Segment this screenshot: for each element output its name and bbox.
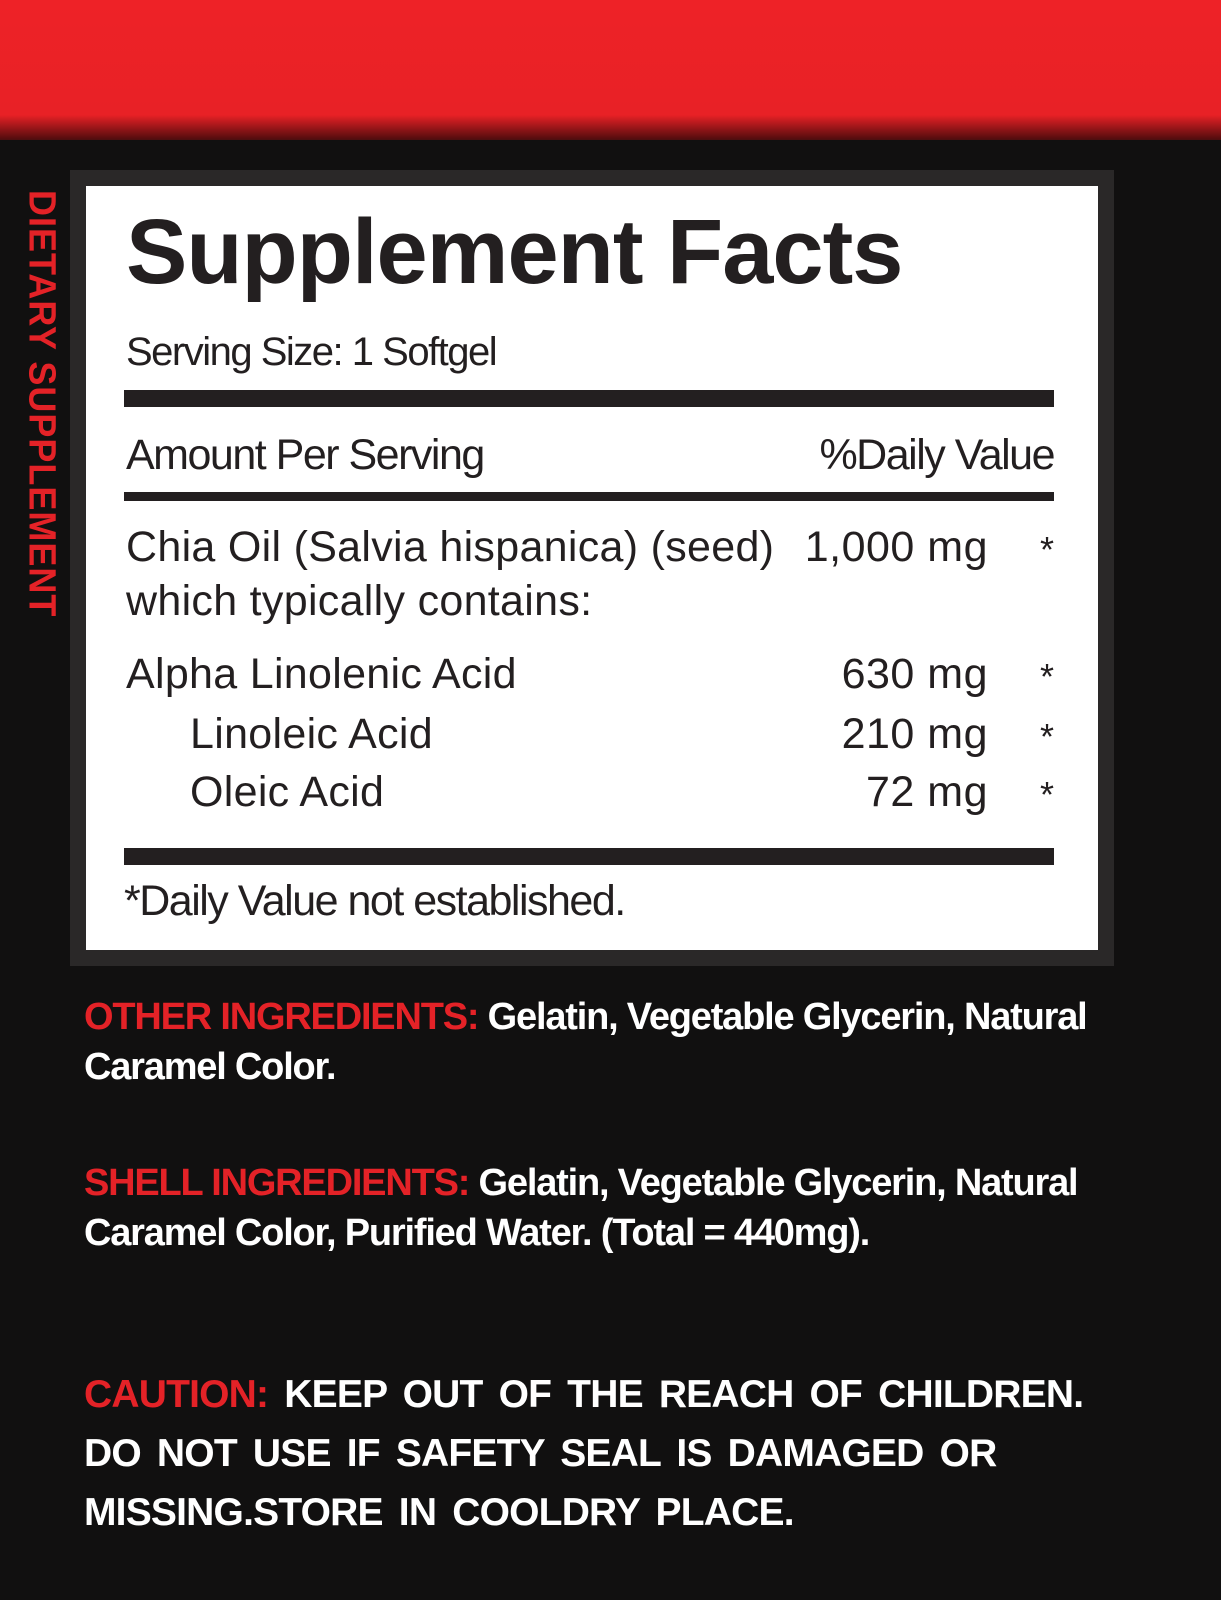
thick-divider (124, 390, 1054, 407)
daily-value-footnote: *Daily Value not established. (124, 877, 625, 925)
side-label-text: DIETARY SUPPLEMENT (21, 190, 65, 618)
caution-text: KEEP OUT OF THE REACH OF CHILDREN. DO NOT USE IF SAFETY SEAL IS DAMAGED OR MISSING.STORE IN COOLDRY PLACE. (84, 1373, 1084, 1534)
ingredient-row-dv: * (1039, 716, 1054, 757)
header-divider (124, 492, 1054, 501)
ingredient-row-name: Alpha Linolenic Acid (126, 650, 517, 698)
top-red-band (0, 0, 1221, 140)
shell-ingredients (84, 1158, 1104, 1258)
ingredient-row-amount: 630 mg (841, 650, 988, 698)
ingredient-row-name: Oleic Acid (190, 768, 385, 816)
main-ingredient-amount: 1,000 mg (804, 523, 988, 571)
caution-label: CAUTION: (84, 1373, 269, 1416)
other-ingredients-label: OTHER INGREDIENTS: (84, 996, 479, 1038)
caution-warning (84, 1365, 1104, 1542)
ingredient-row-dv: * (1039, 774, 1054, 815)
ingredient-row-amount: 210 mg (841, 710, 988, 758)
dietary-supplement-side-label (20, 190, 64, 680)
shell-ingredients-label: SHELL INGREDIENTS: (84, 1162, 470, 1204)
facts-title: Supplement Facts (126, 201, 903, 303)
shell-ingredients-text: Gelatin, Vegetable Glycerin, Natural Caramel Color, Purified Water. (Total = 440mg). (84, 1162, 1078, 1254)
ingredient-row-amount: 72 mg (865, 768, 988, 816)
serving-size: Serving Size: 1 Softgel (126, 330, 497, 374)
ingredient-row-dv: * (1039, 656, 1054, 697)
main-ingredient-dv: * (1039, 529, 1054, 570)
supplement-facts-panel (86, 186, 1098, 950)
daily-value-header: %Daily Value (819, 431, 1054, 479)
thick-divider (124, 848, 1054, 865)
other-ingredients (84, 992, 1104, 1092)
contains-note: which typically contains: (126, 577, 593, 625)
main-ingredient-name: Chia Oil (Salvia hispanica) (seed) (126, 523, 775, 571)
other-ingredients-text: Gelatin, Vegetable Glycerin, Natural Caramel Color. (84, 996, 1087, 1088)
ingredient-row-name: Linoleic Acid (190, 710, 433, 758)
amount-per-serving-header: Amount Per Serving (126, 431, 484, 479)
